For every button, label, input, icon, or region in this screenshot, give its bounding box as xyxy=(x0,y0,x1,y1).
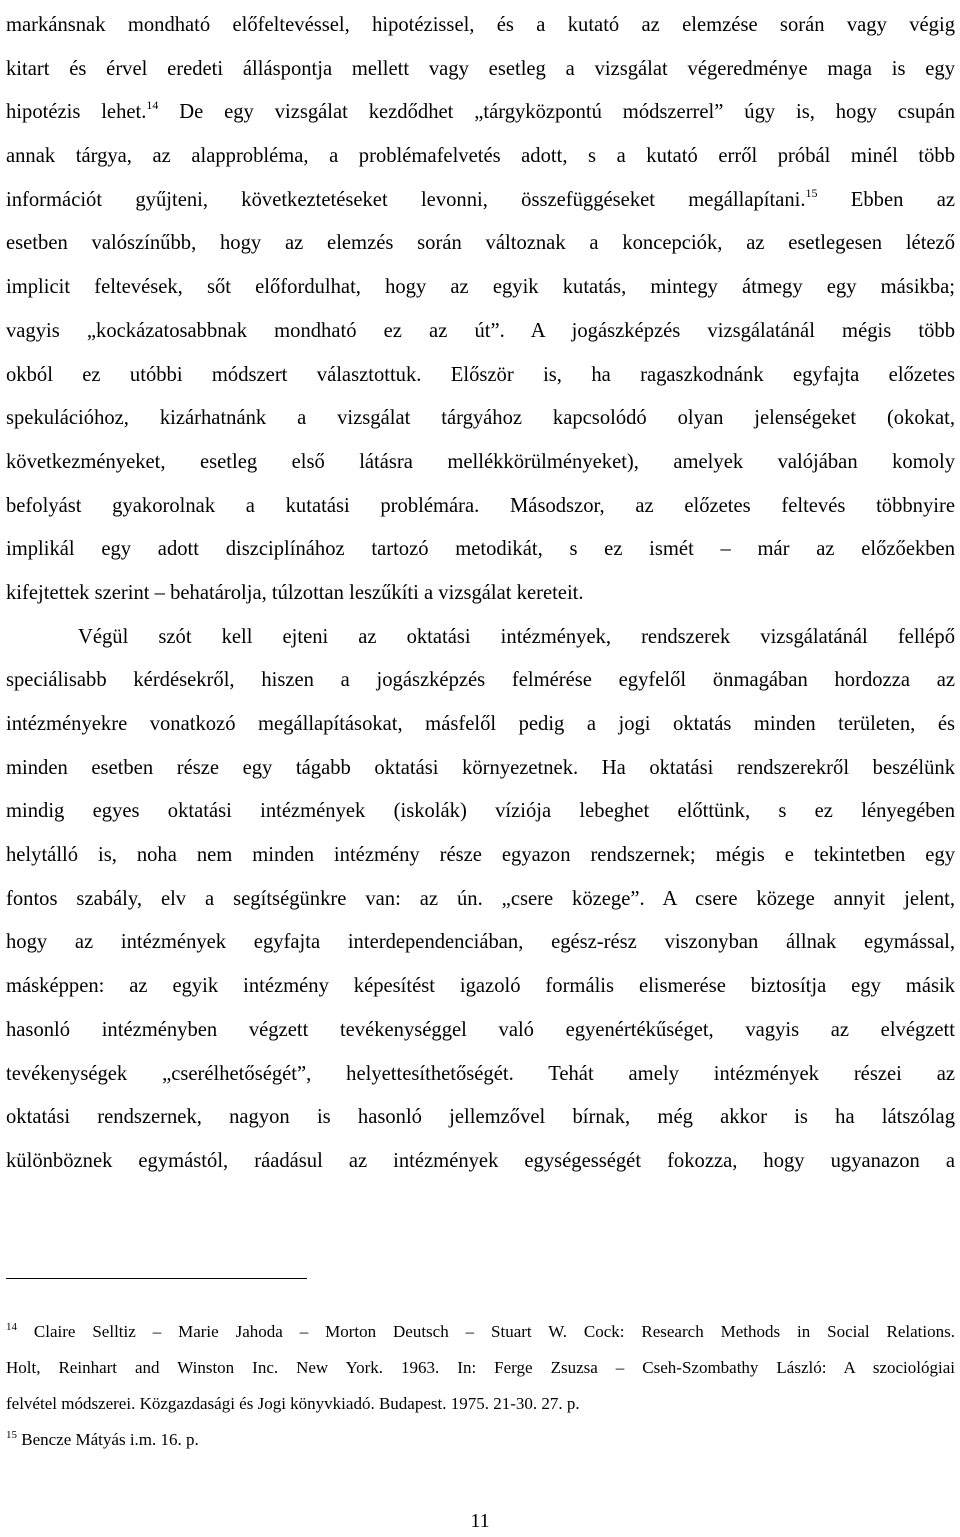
footnote-number: 15 xyxy=(6,1429,17,1441)
text-segment: Ebben az xyxy=(817,188,955,211)
footnote-text: Claire Selltiz – Marie Jahoda – Morton Deutsch – Stuart W. Cock: Research Methods in Social Relations. xyxy=(17,1322,955,1341)
text-line: vagyis „kockázatosabbnak mondható ez az út”. A jogászképzés vizsgálatánál mégis több xyxy=(6,319,955,342)
text-line: Végül szót kell ejteni az oktatási intézmények, rendszerek vizsgálatánál fellépő xyxy=(78,625,955,648)
footnote-line: felvétel módszerei. Közgazdasági és Jogi könyvkiadó. Budapest. 1975. 21-30. 27. p. xyxy=(6,1394,580,1413)
text-line xyxy=(6,179,955,223)
text-line: spekulációhoz, kizárhatnánk a vizsgálat tárgyához kapcsolódó olyan jelenségeket (okokat, xyxy=(6,407,955,430)
footnote-line xyxy=(6,1422,955,1458)
text-line: oktatási rendszernek, nagyon is hasonló jellemzővel bírnak, még akkor is ha látszólag xyxy=(6,1106,955,1129)
text-line: esetben valószínűbb, hogy az elemzés során változnak a koncepciók, az esetlegesen létező xyxy=(6,232,955,255)
text-line: minden esetben része egy tágabb oktatási környezetnek. Ha oktatási rendszerekről beszélünk xyxy=(6,756,955,779)
text-line: különböznek egymástól, ráadásul az intézmények egységességét fokozza, hogy ugyanazon a xyxy=(6,1149,955,1172)
text-line: fontos szabály, elv a segítségünkre van: az ún. „csere közege”. A csere közege annyit jelent, xyxy=(6,887,955,910)
footnote-line: Holt, Reinhart and Winston Inc. New York. 1963. In: Ferge Zsuzsa – Cseh-Szombathy László: A szociológiai xyxy=(6,1358,955,1377)
text-line: helytálló is, noha nem minden intézmény része egyazon rendszernek; mégis e tekintetben egy xyxy=(6,844,955,867)
footnotes xyxy=(6,1314,955,1458)
text-line: másképpen: az egyik intézmény képesítést igazoló formális elismerése biztosítja egy másik xyxy=(6,975,955,998)
text-line: okból ez utóbbi módszert választottuk. Először is, ha ragaszkodnánk egyfajta előzetes xyxy=(6,363,955,386)
text-line: implicit feltevések, sőt előfordulhat, hogy az egyik kutatás, mintegy átmegy egy másikba; xyxy=(6,276,955,299)
text-line: markánsnak mondható előfeltevéssel, hipotézissel, és a kutató az elemzése során vagy végig xyxy=(6,14,955,36)
body-text xyxy=(6,4,955,1184)
page-number: 11 xyxy=(470,1510,490,1532)
footnote-line xyxy=(6,1314,955,1350)
text-line: hogy az intézmények egyfajta interdependenciában, egész-rész viszonyban állnak egymással, xyxy=(6,931,955,954)
footnote-separator xyxy=(6,1278,307,1279)
text-line xyxy=(6,91,955,135)
text-line: következményeket, esetleg első látásra mellékkörülményeket), amelyek valójában komoly xyxy=(6,450,955,473)
text-line: befolyást gyakorolnak a kutatási problémára. Másodszor, az előzetes feltevés többnyire xyxy=(6,494,955,517)
text-line: mindig egyes oktatási intézmények (iskolák) víziója lebeghet előttünk, s ez lényegében xyxy=(6,800,955,823)
text-line: hasonló intézményben végzett tevékenységgel való egyenértékűséget, vagyis az elvégzett xyxy=(6,1018,955,1041)
text-line: speciálisabb kérdésekről, hiszen a jogászképzés felmérése egyfelől önmagában hordozza az xyxy=(6,669,955,692)
text-line: intézményekre vonatkozó megállapításokat, másfelől pedig a jogi oktatás minden területen, és xyxy=(6,713,955,735)
footnote-number: 14 xyxy=(6,1321,17,1333)
text-segment: információt gyűjteni, következtetéseket levonni, összefüggéseket megállapítani. xyxy=(6,188,806,211)
text-line: implikál egy adott diszciplínához tartozó metodikát, s ez ismét – már az előzőekben xyxy=(6,538,955,561)
text-segment: De egy vizsgálat kezdődhet „tárgyközpontú módszerrel” úgy is, hogy csupán xyxy=(158,101,955,124)
text-line: annak tárgya, az alapprobléma, a problémafelvetés adott, s a kutató erről próbál minél több xyxy=(6,145,955,168)
text-line: kifejtettek szerint – behatárolja, túlzottan leszűkíti a vizsgálat kereteit. xyxy=(6,581,584,604)
text-line: tevékenységek „cserélhetőségét”, helyettesíthetőségét. Tehát amely intézmények részei az xyxy=(6,1062,955,1085)
footnote-ref[interactable]: 15 xyxy=(805,185,818,200)
footnote-text: Bencze Mátyás i.m. 16. p. xyxy=(17,1430,199,1449)
text-line: kitart és érvel eredeti álláspontja mellett vagy esetleg a vizsgálat végeredménye maga is egy xyxy=(6,57,955,80)
footnote-ref[interactable]: 14 xyxy=(146,98,159,113)
text-segment: hipotézis lehet. xyxy=(6,101,147,124)
